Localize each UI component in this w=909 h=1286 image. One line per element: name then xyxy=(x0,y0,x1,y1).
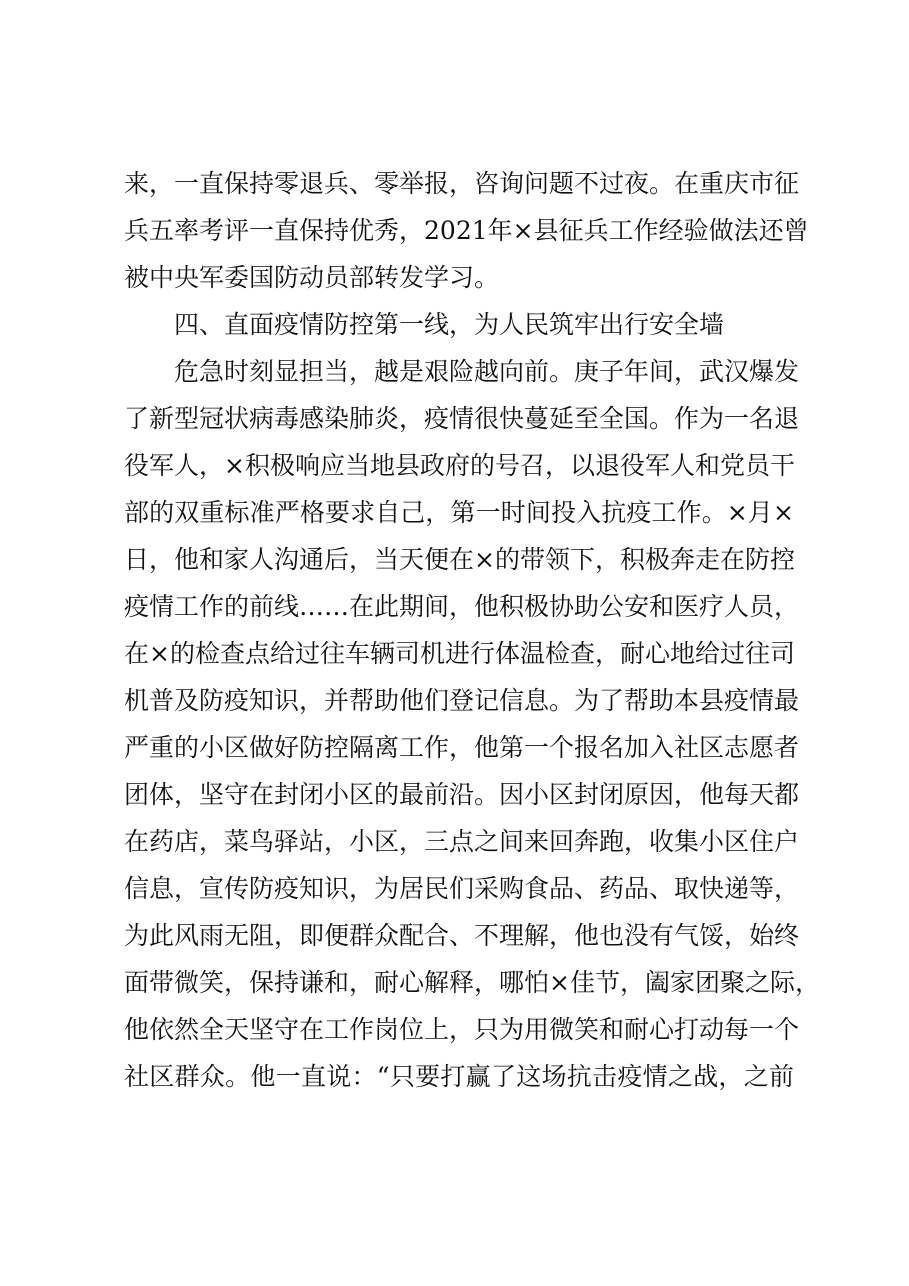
text-line: 为此风雨无阻，即便群众配合、不理解，他也没有气馁，始终 xyxy=(124,921,800,950)
text-line: 面带微笑，保持谦和，耐心解释，哪怕×佳节，阖家团聚之际， xyxy=(124,968,820,997)
section-heading: 四、直面疫情防控第一线，为人民筑牢出行安全墙 xyxy=(174,310,725,339)
text-line: 他依然全天坚守在工作岗位上，只为用微笑和耐心打动每一个 xyxy=(124,1015,800,1044)
text-line: 部的双重标准严格要求自己，第一时间投入抗疫工作。×月× xyxy=(124,498,794,527)
body-text xyxy=(124,160,820,1100)
text-line: 在药店，菜鸟驿站，小区，三点之间来回奔跑，收集小区住户 xyxy=(124,827,800,856)
text-line: 危急时刻显担当，越是艰险越向前。庚子年间，武汉爆发 xyxy=(174,357,800,386)
text-line: 兵五率考评一直保持优秀，2021年×县征兵工作经验做法还曾 xyxy=(124,216,809,245)
text-line: 机普及防疫知识，并帮助他们登记信息。为了帮助本县疫情最 xyxy=(124,686,800,715)
text-line: 在×的检查点给过往车辆司机进行体温检查，耐心地给过往司 xyxy=(124,639,795,668)
text-line: 社区群众。他一直说：“只要打赢了这场抗击疫情之战，之前 xyxy=(124,1062,794,1091)
text-line: 疫情工作的前线……在此期间，他积极协助公安和医疗人员， xyxy=(124,592,800,621)
text-line: 来，一直保持零退兵、零举报，咨询问题不过夜。在重庆市征 xyxy=(124,169,800,198)
text-line: 信息，宣传防疫知识，为居民们采购食品、药品、取快递等， xyxy=(124,874,800,903)
text-line: 被中央军委国防动员部转发学习。 xyxy=(124,263,500,292)
text-line: 了新型冠状病毒感染肺炎，疫情很快蔓延至全国。作为一名退 xyxy=(124,404,800,433)
text-line: 严重的小区做好防控隔离工作，他第一个报名加入社区志愿者 xyxy=(124,733,800,762)
text-line: 团体，坚守在封闭小区的最前沿。因小区封闭原因，他每天都 xyxy=(124,780,800,809)
text-line: 役军人，×积极响应当地县政府的号召，以退役军人和党员干 xyxy=(124,451,795,480)
text-line: 日，他和家人沟通后，当天便在×的带领下，积极奔走在防控 xyxy=(124,545,795,574)
